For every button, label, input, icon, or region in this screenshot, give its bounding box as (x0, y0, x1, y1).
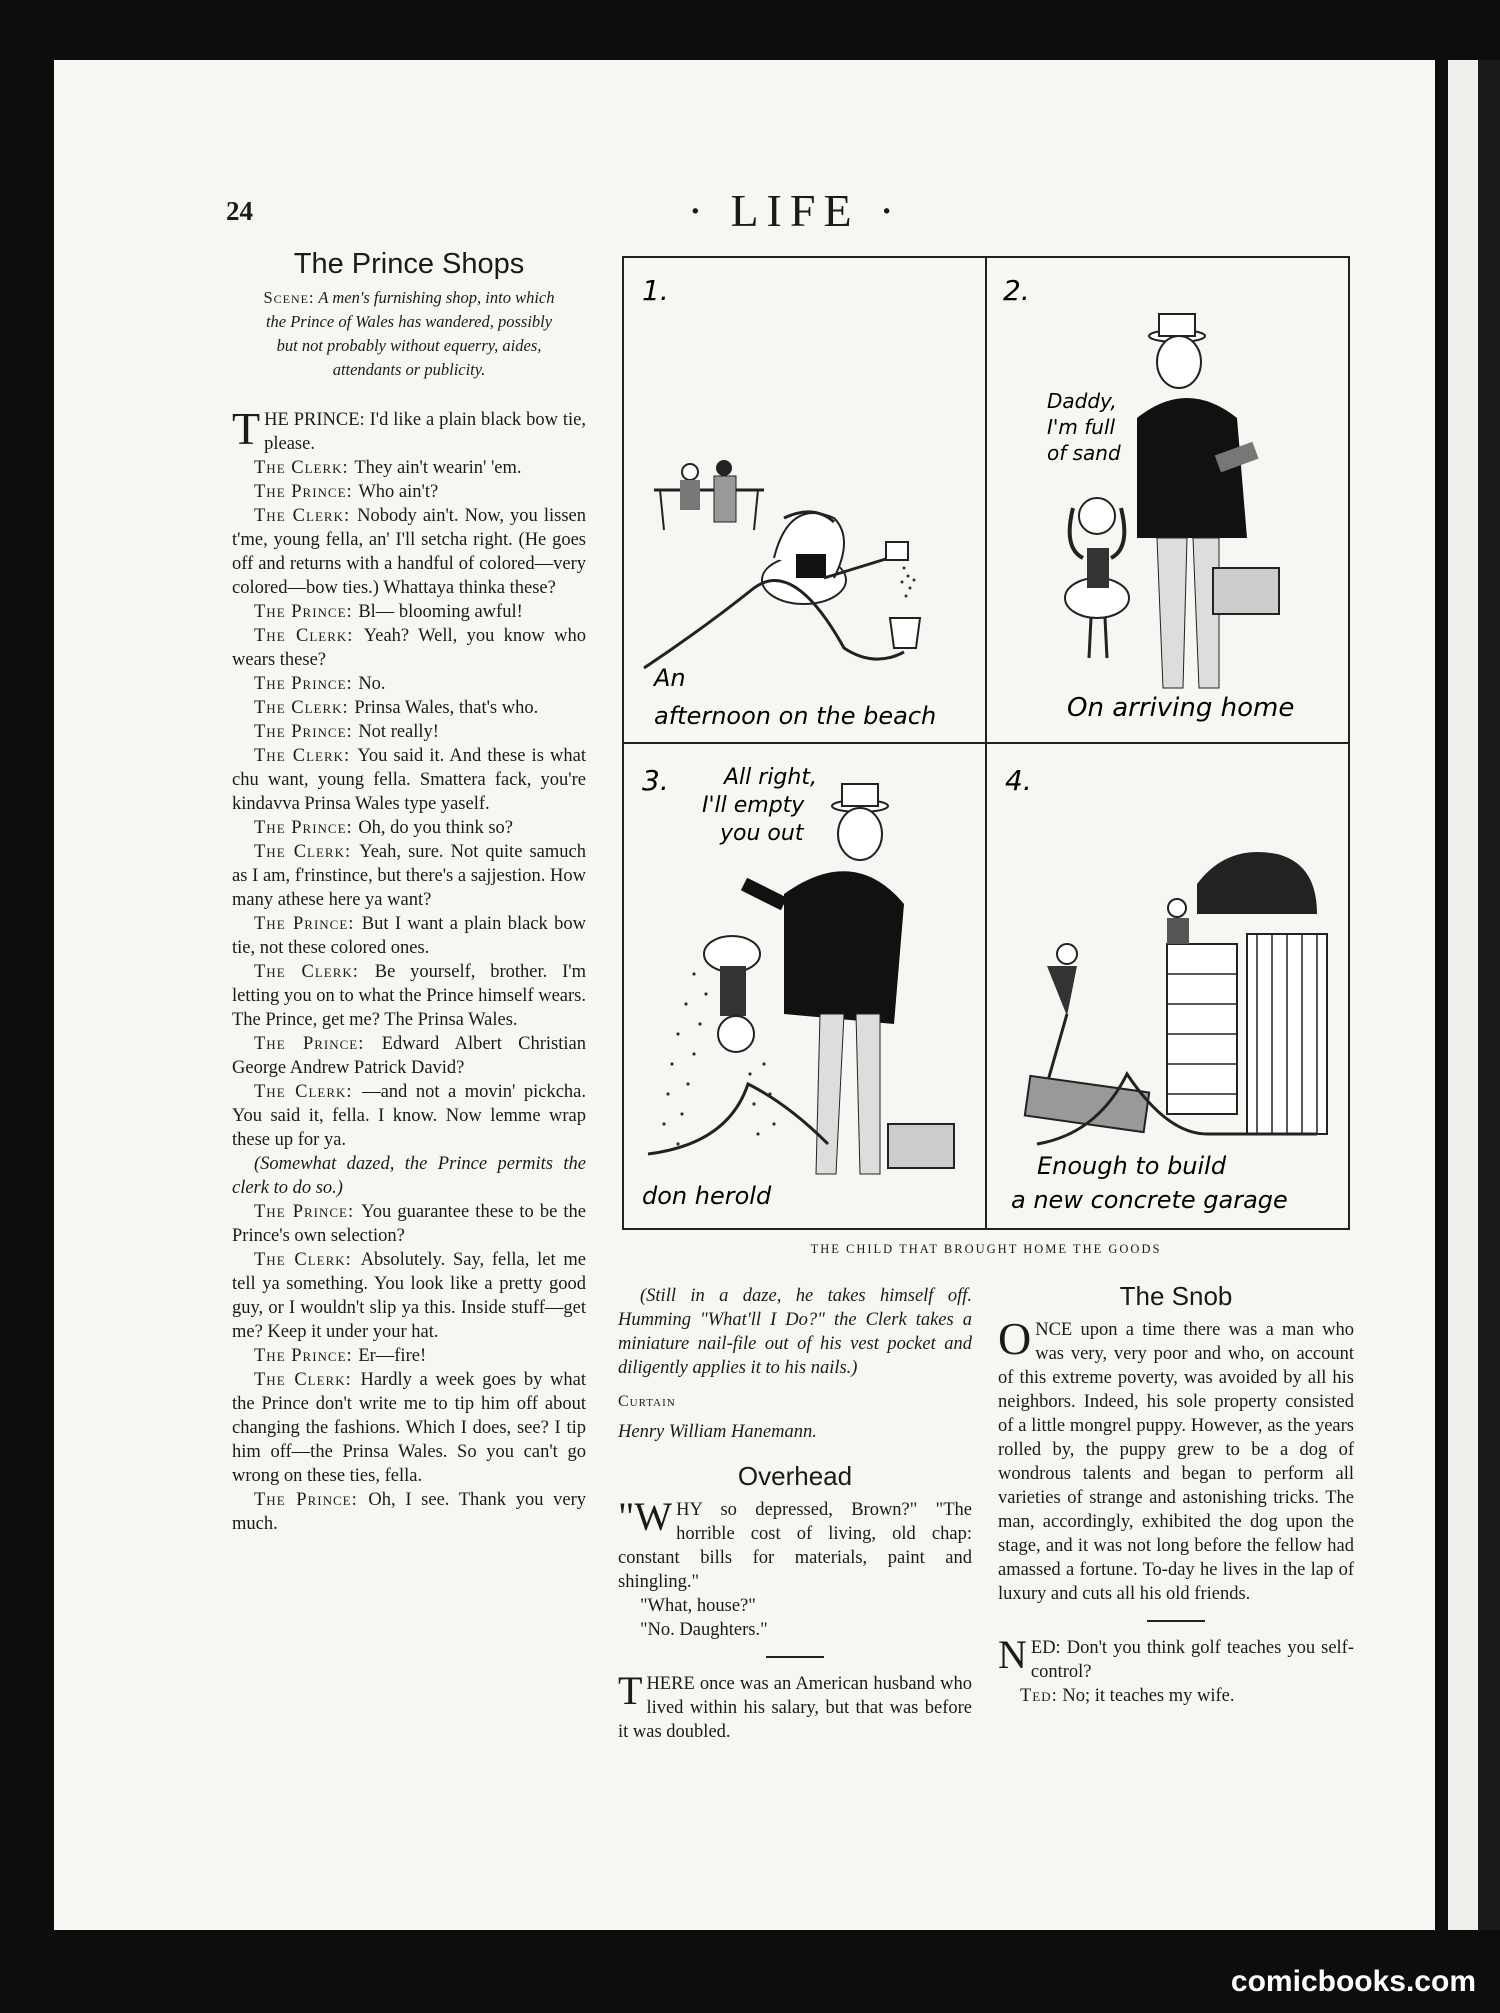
speaker: The Clerk: (254, 506, 358, 526)
speaker: The Prince: (254, 674, 359, 694)
golf-ned (998, 1632, 1354, 1684)
right-column (998, 1281, 1354, 1708)
dialogue-line (232, 504, 586, 600)
panel-4-caption-a: Enough to build (1037, 1152, 1227, 1180)
panel-2-number: 2. (1003, 274, 1030, 307)
speaker: The Prince: (254, 722, 359, 742)
dialogue-text: Who ain't? (358, 482, 439, 502)
overhead-title: Overhead (737, 1461, 853, 1491)
dialogue-text: Yeah? Well, you know who wears these? (232, 626, 586, 670)
overhead-line-1 (618, 1494, 972, 1594)
overhead-line-4: "No. Daughters." (640, 1620, 768, 1640)
golf-ned-text: ED: Don't you think golf teaches you self-control? (1030, 1638, 1354, 1682)
dialogue-line (232, 1032, 586, 1080)
dialogue-text: But I want a plain black bow tie, not these colored ones. (232, 914, 586, 958)
dialogue-text: Edward Albert Christian George Andrew Patrick David? (232, 1034, 587, 1078)
scene-label: Scene: (263, 288, 315, 307)
middle-column (618, 1284, 972, 1744)
cartoon-caption: THE CHILD THAT BROUGHT HOME THE GOODS (810, 1242, 1162, 1256)
panel-3-emptying (624, 744, 986, 1229)
speaker: The Clerk: (254, 746, 358, 766)
overhead-text-2: "The horrible cost of living, old chap: constant bills for materials, paint and shingling." (618, 1500, 972, 1592)
next-page-edge (1448, 60, 1478, 1930)
dialogue-text: Prinsa Wales, that's who. (354, 698, 539, 718)
divider-rule (766, 1656, 824, 1658)
golf-ted (998, 1684, 1354, 1708)
dialogue-line (232, 1344, 586, 1368)
dialogue-text: Bl— blooming awful! (358, 602, 523, 622)
dialogue-text: I'd like a plain black bow tie, please. (264, 410, 586, 454)
dialogue-text: Yeah, sure. Not quite samuch as I am, f'rinstince, but there's a sajjestion. How many athese here ya want? (232, 842, 586, 910)
dialogue-text: Oh, do you think so? (358, 818, 513, 838)
dialogue-text: Nobody ain't. Now, you lissen t'me, young fella, an' I'll setcha right. (He goes off and returns with a handful of colored—very colored—bow ties.) Whattaya thinka these? (232, 506, 586, 598)
dialogue-text: Be yourself, brother. I'm letting you on to what the Prince himself wears. The Prince, get me? The Prinsa Wales. (232, 962, 586, 1030)
stage-direction-2: (Still in a daze, he takes himself off. Humming "What'll I Do?" the Clerk takes a miniature nail-file out of his vest pocket and diligently applies it to his nails.) (618, 1286, 972, 1378)
snob-title: The Snob (1119, 1281, 1233, 1311)
panel-2-caption: On arriving home (1067, 693, 1295, 723)
dialogue-drop-cap: T (232, 403, 261, 454)
speaker: The Clerk: (254, 1370, 361, 1390)
dialogue-line (232, 744, 586, 816)
panel-4-garage (987, 744, 1349, 1229)
dialogue-line (232, 1248, 586, 1344)
dialogue-line (232, 403, 586, 456)
panel-1-caption-b: afternoon on the beach (654, 702, 937, 730)
panel-3-speech-b: I'll empty (702, 793, 805, 818)
prince-shops-column (232, 248, 587, 1536)
dialogue-text: You said it. And these is what chu want, young fella. Smattera fack, you're kindavva Prinsa Wales type yaself. (232, 746, 586, 814)
dialogue-line (232, 696, 586, 720)
masthead: · LIFE · (687, 185, 903, 236)
panel-2-speech-b: I'm full (1047, 415, 1116, 439)
speaker: HE PRINCE: (264, 410, 370, 430)
panel-2-speech-c: of sand (1047, 441, 1121, 465)
panel-3-speech-c: you out (720, 821, 804, 846)
panel-1-beach (624, 258, 986, 743)
dialogue-text: No. (358, 674, 386, 694)
overhead-text-1: HY so depressed, Brown?" (676, 1500, 918, 1520)
dialogue-line (232, 480, 586, 504)
panel-4-number: 4. (1005, 764, 1032, 797)
dialogue-text: They ain't wearin' 'em. (354, 458, 522, 478)
dialogue-continued (232, 1200, 586, 1536)
page-number: 24 (226, 196, 253, 226)
dialogue-line (232, 720, 586, 744)
panel-1-caption-a: An (654, 664, 686, 692)
dialogue-line (232, 960, 586, 1032)
dialogue-line (232, 1368, 586, 1488)
dialogue-line (232, 672, 586, 696)
scene-text: A men's furnishing shop, into which the Prince of Wales has wandered, possibly but not probably without equerry, aides, attendants or publicity. (265, 288, 555, 379)
panel-3-signature: don herold (642, 1182, 772, 1210)
speaker: The Prince: (254, 1490, 369, 1510)
panel-2-home (987, 258, 1349, 743)
speaker: The Clerk: (254, 626, 364, 646)
curtain-label: Curtain (618, 1393, 676, 1410)
scene-description (256, 286, 562, 382)
stage-direction: (Somewhat dazed, the Prince permits the clerk to do so.) (232, 1154, 586, 1198)
dialogue-text: Not really! (358, 722, 439, 742)
speaker: The Prince: (254, 1346, 359, 1366)
speaker: The Clerk: (254, 458, 355, 478)
panel-1-number: 1. (642, 274, 669, 307)
cartoon-strip (622, 256, 1350, 1230)
speaker: The Prince: (254, 482, 359, 502)
divider-rule-2 (1147, 1620, 1205, 1622)
dialogue-line (232, 912, 586, 960)
speaker: The Prince: (254, 602, 359, 622)
speaker: The Prince: (254, 1034, 382, 1054)
panel-3-speech-a: All right, (724, 765, 817, 790)
panel-4-caption-b: a new concrete garage (1011, 1186, 1288, 1214)
author-credit: Henry William Hanemann. (618, 1422, 817, 1442)
speaker: The Prince: (254, 1202, 362, 1222)
dialogue-text: Absolutely. Say, fella, let me tell ya something. You look like a pretty good guy, or I wouldn't slip ya this. Inside stuff—get me? Keep it under your hat. (232, 1250, 586, 1342)
dialogue-text: Hardly a week goes by what the Prince don't write me to tip him off about changing the fashions. Which I does, see? I tip him off—the Prinsa Wales. So you can't go wrong on these ties, fella. (232, 1370, 586, 1486)
speaker: The Clerk: (254, 962, 375, 982)
dialogue (232, 403, 587, 1152)
dialogue-line (232, 1080, 586, 1152)
panel-3-number: 3. (642, 764, 669, 797)
dialogue-line (232, 816, 586, 840)
prince-shops-title: The Prince Shops (293, 248, 525, 280)
watermark: comicbooks.com (1230, 1965, 1476, 1998)
speaker: The Clerk: (254, 1082, 363, 1102)
dialogue-line (232, 840, 586, 912)
snob-paragraph (998, 1313, 1354, 1606)
dialogue-text: —and not a movin' pickcha. You said it, fella. I know. Now lemme wrap these up for ya. (232, 1082, 586, 1150)
page-gutter (1478, 60, 1500, 1930)
dialogue-line (232, 600, 586, 624)
speaker: The Prince: (254, 914, 362, 934)
snob-drop-cap: O (998, 1313, 1032, 1364)
dialogue-line (232, 1488, 586, 1536)
panel-2-speech-a: Daddy, (1047, 389, 1117, 413)
dialogue-text: You guarantee these to be the Prince's own selection? (232, 1202, 587, 1246)
dialogue-text: Oh, I see. Thank you very much. (232, 1490, 586, 1534)
snob-text: NCE upon a time there was a man who was very, very poor and who, on account of this extreme poverty, was avoided by all his neighbors. Indeed, his sole property consisted of a little mongrel puppy. However, as the years rolled by, the puppy grew to be a dog of wondrous talents and began to perform all varieties of strange and astonishing tricks. The man, accordingly, exhibited the dog upon the stage, and it was not long before the fellow had amassed a fortune. To-day he lives in the lap of luxury and cuts all his old friends. (998, 1320, 1354, 1604)
overhead-line-3: "What, house?" (640, 1596, 756, 1616)
speaker: The Prince: (254, 818, 359, 838)
ted-label: Ted: (1020, 1686, 1058, 1706)
husband-drop-cap: T (618, 1668, 643, 1713)
golf-drop-cap: N (998, 1632, 1027, 1677)
dialogue-line (232, 1200, 586, 1248)
dialogue-line (232, 456, 586, 480)
husband-text: HERE once was an American husband who lived within his salary, but that was before it was doubled. (618, 1674, 972, 1742)
golf-ted-text: No; it teaches my wife. (1062, 1686, 1235, 1706)
speaker: The Clerk: (254, 842, 360, 862)
husband-paragraph (618, 1668, 972, 1744)
speaker: The Clerk: (254, 1250, 361, 1270)
dialogue-text: Er—fire! (358, 1346, 427, 1366)
dialogue-line (232, 624, 586, 672)
speaker: The Clerk: (254, 698, 355, 718)
overhead-drop-cap: "W (618, 1494, 673, 1539)
